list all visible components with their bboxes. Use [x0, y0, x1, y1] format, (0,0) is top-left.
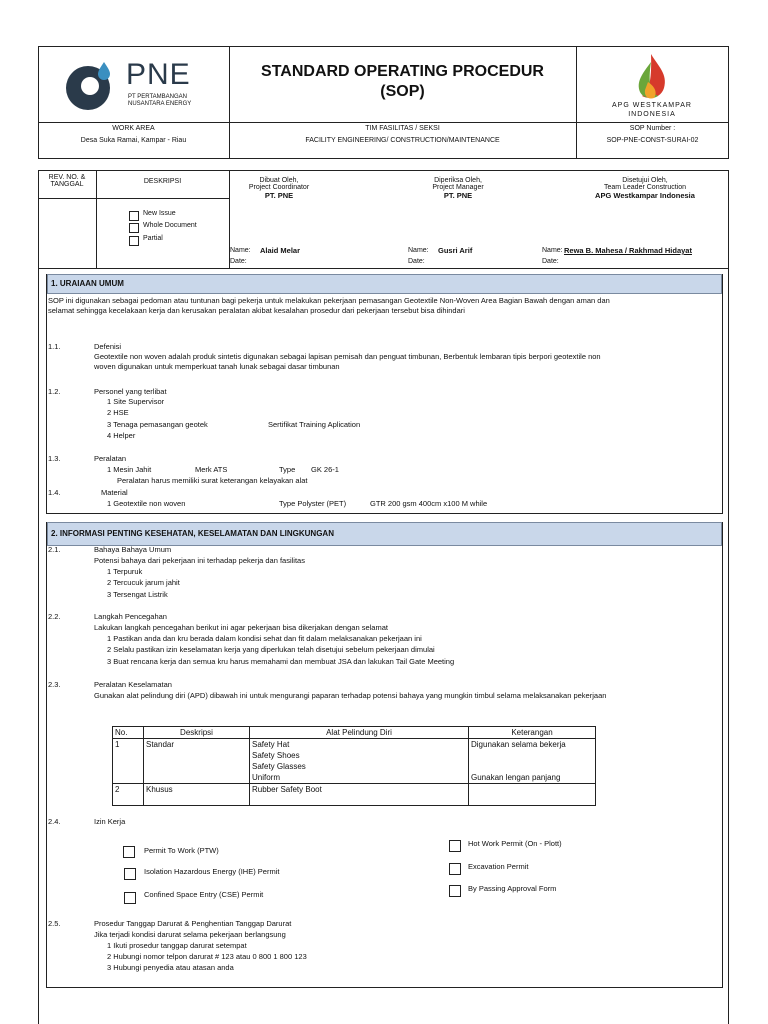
sop-number-label: SOP Number : — [629, 125, 676, 132]
permit-hot-work: Hot Work Permit (On - Plott) — [468, 839, 562, 848]
s13-type-value: GK 26-1 — [311, 465, 339, 474]
ppe-header-notes: Keterangan — [469, 727, 596, 739]
s12-num: 1.2. — [48, 387, 61, 396]
ppe-table — [112, 726, 596, 806]
s22-num: 2.2. — [48, 612, 61, 621]
checked-by: Diperiksa Oleh, Project Manager PT. PNE — [432, 177, 484, 200]
s14-title: Material — [101, 488, 128, 497]
s22-item-3: 3 Buat rencana kerja dan semua kru harus memahami dan membuat JSA dan lakukan Tail Gate Meeting — [107, 657, 455, 666]
s12-cert: Sertifikat Training Aplication — [268, 420, 361, 429]
permit-bypass: By Passing Approval Form — [468, 884, 557, 893]
apg-logo-line2: INDONESIA — [628, 111, 676, 118]
s13-item: 1 Mesin Jahit — [107, 465, 152, 474]
s25-title: Prosedur Tanggap Darurat & Penghentian Tanggap Darurat — [94, 919, 292, 928]
description-label: DESKRIPSI — [143, 178, 182, 185]
s12-item-3: 3 Tenaga pemasangan geotek — [107, 420, 208, 429]
s13-note: Peralatan harus memiliki surat keterangan kelayakan alat — [117, 476, 308, 485]
section1-title: 1. URAIAAN UMUM — [47, 274, 722, 294]
rev-label: REV. NO. & TANGGAL — [48, 174, 86, 188]
ppe-header-desc: Deskripsi — [144, 727, 250, 739]
flame-icon — [628, 52, 674, 102]
title-line2: (SOP) — [380, 83, 425, 100]
s25-text: Jika terjadi kondisi darurat selama pekerjaan berlangsung — [94, 930, 286, 939]
section1-intro-1: SOP ini digunakan sebagai pedoman atau tuntunan bagi pekerja untuk melakukan pekerjaan pemasangan Geotextile Non-Woven Area Bagian Bawah dengan aman dan — [48, 296, 610, 305]
ppe-row2-notes — [469, 784, 596, 806]
ppe-row1-desc: Standar — [144, 739, 250, 784]
s24-title: Izin Kerja — [94, 817, 126, 826]
ppe-row2-items: Rubber Safety Boot — [250, 784, 469, 806]
name-label-3: Name: — [542, 247, 563, 254]
checkbox-new-issue[interactable] — [129, 211, 139, 221]
ppe-header-no: No. — [113, 727, 144, 739]
team-value: FACILITY ENGINEERING/ CONSTRUCTION/MAINTENANCE — [305, 137, 500, 144]
name-label-1: Name: — [230, 247, 251, 254]
ppe-row2-no: 2 — [113, 784, 144, 806]
s11-text-1: Geotextile non woven adalah produk sintetis digunakan sebagai lapisan pemisah dan penguat timbunan, Berbentuk lembaran tipis berpori geotextile non — [94, 352, 601, 361]
s21-item-2: 2 Tercucuk jarum jahit — [107, 578, 180, 587]
checkbox-ptw[interactable] — [123, 846, 135, 858]
s22-text: Lakukan langkah pencegahan berikut ini agar pekerjaan bisa dikerjakan dengan selamat — [94, 623, 388, 632]
approved-by: Disetujui Oleh, Team Leader Construction APG Westkampar Indonesia — [595, 177, 695, 200]
s23-text: Gunakan alat pelindung diri (APD) dibawah ini untuk mengurangi paparan terhadap potensi bahaya yang mungkin timbul selama melaksanakan pekerjaan — [94, 691, 607, 700]
ppe-row1-notes: Digunakan selama bekerja Gunakan lengan panjang — [469, 739, 596, 784]
s11-num: 1.1. — [48, 342, 61, 351]
s24-num: 2.4. — [48, 817, 61, 826]
pne-logo-sub1: PT PERTAMBANGAN — [128, 94, 188, 100]
apg-logo-line1: APG WESTKAMPAR — [612, 102, 692, 109]
team-label: TIM FASILITAS / SEKSI — [365, 125, 440, 132]
s21-text: Potensi bahaya dari pekerjaan ini terhadap pekerja dan fasilitas — [94, 556, 305, 565]
ppe-header-apd: Alat Pelindung Diri — [250, 727, 469, 739]
s21-item-1: 1 Terpuruk — [107, 567, 143, 576]
s21-num: 2.1. — [48, 545, 61, 554]
sop-number-value: SOP-PNE-CONST-SURAI-02 — [606, 137, 699, 144]
pne-logo — [60, 56, 210, 116]
checkbox-whole-document[interactable] — [129, 223, 139, 233]
date-label-1: Date: — [230, 258, 247, 265]
s13-merk: Merk ATS — [195, 465, 228, 474]
checkbox-hot-work[interactable] — [449, 840, 461, 852]
ppe-header-row — [113, 727, 596, 739]
name-value-2: Gusri Arif — [438, 246, 473, 255]
s14-item: 1 Geotextile non woven — [107, 499, 186, 508]
s14-num: 1.4. — [48, 488, 61, 497]
s11-text-2: woven digunakan untuk memperkuat tanah lunak sebagai dasar timbunan — [94, 362, 340, 371]
s22-item-1: 1 Pastikan anda dan kru berada dalam kondisi sehat dan fit dalam melaksanakan pekerjaan ini — [107, 634, 422, 643]
name-value-3: Rewa B. Mahesa / Rakhmad Hidayat — [564, 246, 692, 255]
permit-ihe: Isolation Hazardous Energy (IHE) Permit — [144, 867, 280, 876]
s11-title: Defenisi — [94, 342, 122, 351]
s21-title: Bahaya Bahaya Umum — [94, 545, 172, 554]
pne-logo-sub2: NUSANTARA ENERGY — [128, 101, 192, 107]
permit-cse: Confined Space Entry (CSE) Permit — [144, 890, 264, 899]
pne-logo-text: PNE — [126, 58, 191, 91]
section2-title: 2. INFORMASI PENTING KESEHATAN, KESELAMATAN DAN LINGKUNGAN — [47, 522, 722, 546]
title-line1: STANDARD OPERATING PROCEDUR — [261, 63, 544, 80]
checkbox-bypass[interactable] — [449, 885, 461, 897]
table-row — [113, 739, 596, 784]
table-row — [113, 784, 596, 806]
ppe-row1-no: 1 — [113, 739, 144, 784]
name-value-1: Alaid Melar — [260, 246, 301, 255]
checkbox-partial[interactable] — [129, 236, 139, 246]
name-label-2: Name: — [408, 247, 429, 254]
s25-item-3: 3 Hubungi penyedia atau atasan anda — [107, 963, 234, 972]
s23-title: Peralatan Keselamatan — [94, 680, 172, 689]
option-new-issue: New Issue — [143, 210, 176, 217]
date-label-2: Date: — [408, 258, 425, 265]
section1-intro-2: selamat sehingga kecelakaan kerja dan kerusakan peralatan akibat kesalahan prosedur dari pekerjaan tersebut bisa dihindari — [48, 306, 465, 315]
work-area-value: Desa Suka Ramai, Kampar - Riau — [80, 137, 187, 144]
s25-num: 2.5. — [48, 919, 61, 928]
permit-excavation: Excavation Permit — [468, 862, 529, 871]
option-partial: Partial — [143, 235, 163, 242]
apg-logo — [577, 48, 727, 122]
date-label-3: Date: — [542, 258, 559, 265]
permit-ptw: Permit To Work (PTW) — [144, 846, 219, 855]
s23-num: 2.3. — [48, 680, 61, 689]
s22-item-2: 2 Selalu pastikan izin keselamatan kerja yang diperlukan telah disetujui sebelum pekerjaan dimulai — [107, 645, 435, 654]
s21-item-3: 3 Tersengat Listrik — [107, 590, 168, 599]
s14-type: Type Polyster (PET) — [279, 499, 347, 508]
checkbox-cse[interactable] — [124, 892, 136, 904]
s25-item-1: 1 Ikuti prosedur tanggap darurat setempat — [107, 941, 247, 950]
page-title — [229, 62, 576, 102]
s25-item-2: 2 Hubungi nomor telpon darurat # 123 atau 0 800 1 800 123 — [107, 952, 307, 961]
s12-item-4: 4 Helper — [107, 431, 136, 440]
checkbox-ihe[interactable] — [124, 868, 136, 880]
checkbox-excavation[interactable] — [449, 863, 461, 875]
s14-spec: GTR 200 gsm 400cm x100 M while — [370, 499, 488, 508]
s22-title: Langkah Pencegahan — [94, 612, 167, 621]
s13-num: 1.3. — [48, 454, 61, 463]
s13-title: Peralatan — [94, 454, 127, 463]
made-by: Dibuat Oleh, Project Coordinator PT. PNE — [248, 177, 310, 200]
s13-type: Type — [279, 465, 296, 474]
work-area-label: WORK AREA — [112, 125, 155, 132]
ppe-row2-desc: Khusus — [144, 784, 250, 806]
s12-item-1: 1 Site Supervisor — [107, 397, 165, 406]
s12-item-2: 2 HSE — [107, 408, 129, 417]
pne-logo-icon — [60, 56, 120, 112]
s12-title: Personel yang terlibat — [94, 387, 167, 396]
ppe-row1-items: Safety Hat Safety Shoes Safety Glasses Uniform — [250, 739, 469, 784]
option-whole-document: Whole Document — [143, 222, 197, 229]
